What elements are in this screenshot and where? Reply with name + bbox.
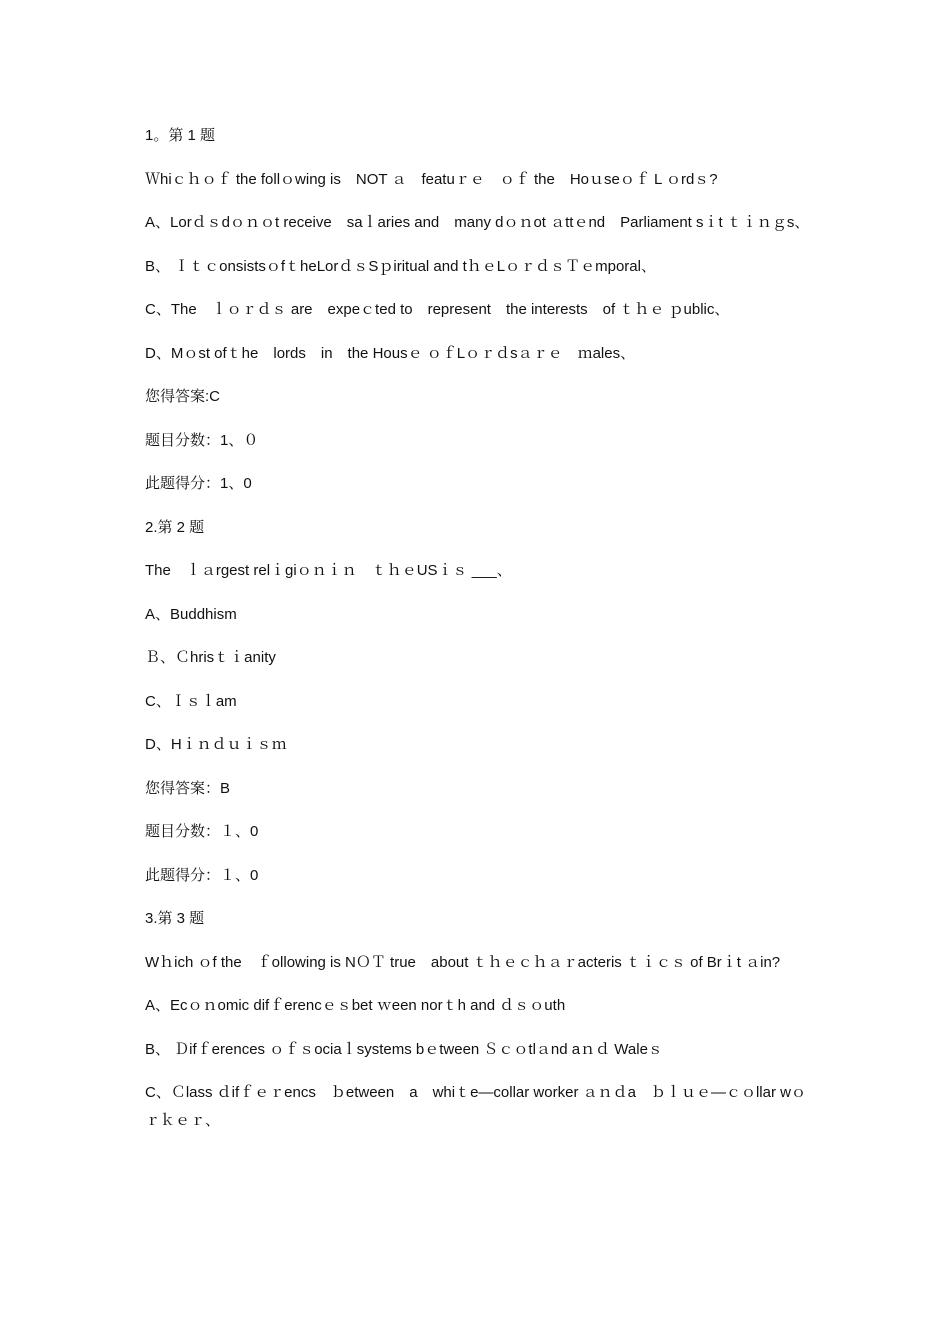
earned-score: 此题得分：1、0 bbox=[145, 475, 252, 492]
question-header: 3.第 3 题 bbox=[145, 910, 205, 927]
question-stem: The ｌａrgest relｉgiｏｎｉｎ ｔｈｅUSｉｓ ___、 bbox=[145, 562, 512, 579]
question-1 bbox=[145, 122, 815, 498]
question-2 bbox=[145, 514, 815, 890]
option-a: A、Ecｏｎomic difｆerencｅｓbet ｗeen norｔh and ｄｓｏuth bbox=[145, 997, 566, 1014]
option-c: C、Ｃlass ｄifｆｅｒencs ｂetween a whiｔe—collar worker ａｎｄa ｂｌｕｅ—ｃｏllar wｏｒｋｅｒ、 bbox=[145, 1084, 806, 1129]
earned-score: 此题得分：１、0 bbox=[145, 866, 259, 884]
option-b: B、 Ｄifｆerences ｏｆｓociaｌsystems bｅtween Ｓｃｏtlａnd aｎｄ Waleｓ bbox=[145, 1040, 663, 1058]
option-d: D、Mｏst ofｔhe lords in the Housｅ ｏｆLｏｒｄsａｒｅ ｍales、 bbox=[145, 344, 636, 362]
option-b: B、 ＩｔｃonsistsｏfｔheLorｄｓSｐiritual and tｈｅLｏｒｄｓＴｅmporal、 bbox=[145, 257, 656, 275]
question-stem: Wｈich ｏf the ｆollowing is NＯＴ true about ｔｈｅｃｈａｒacteris ｔｉｃｓ of Brｉt ａin? bbox=[145, 953, 781, 971]
question-header: 1。第 1 题 bbox=[145, 127, 216, 144]
option-b: Ｂ、Ｃhrisｔｉanity bbox=[145, 649, 276, 666]
option-a: A、Buddhism bbox=[145, 605, 237, 623]
your-answer: 您得答案：B bbox=[145, 779, 231, 797]
question-header: 2.第 2 题 bbox=[145, 518, 205, 536]
option-a: A、Lorｄｓdｏｎｏt receive saｌaries and many dｏｎot ａttｅnd Parliament sｉt ｔｉｎｇs、 bbox=[145, 214, 810, 231]
option-c: C、Ｉｓｌam bbox=[145, 692, 237, 710]
question-3 bbox=[145, 905, 815, 1135]
your-answer: 您得答案:C bbox=[145, 388, 221, 405]
option-d: D、Hｉｎｄｕｉｓｍ bbox=[145, 736, 287, 753]
option-c: C、The ｌｏｒｄｓ are expeｃted to represent the interests of ｔｈｅ ｐublic、 bbox=[145, 301, 730, 318]
document-page bbox=[145, 122, 815, 1151]
item-score: 题目分数：1、０ bbox=[145, 431, 259, 449]
question-stem: Ｗhiｃｈｏｆ the follｏwing is NOT ａ featuｒｅ ｏｆ the Hoｕseｏｆ L ｏrdｓ? bbox=[145, 170, 718, 188]
item-score: 题目分数：１、0 bbox=[145, 823, 259, 840]
